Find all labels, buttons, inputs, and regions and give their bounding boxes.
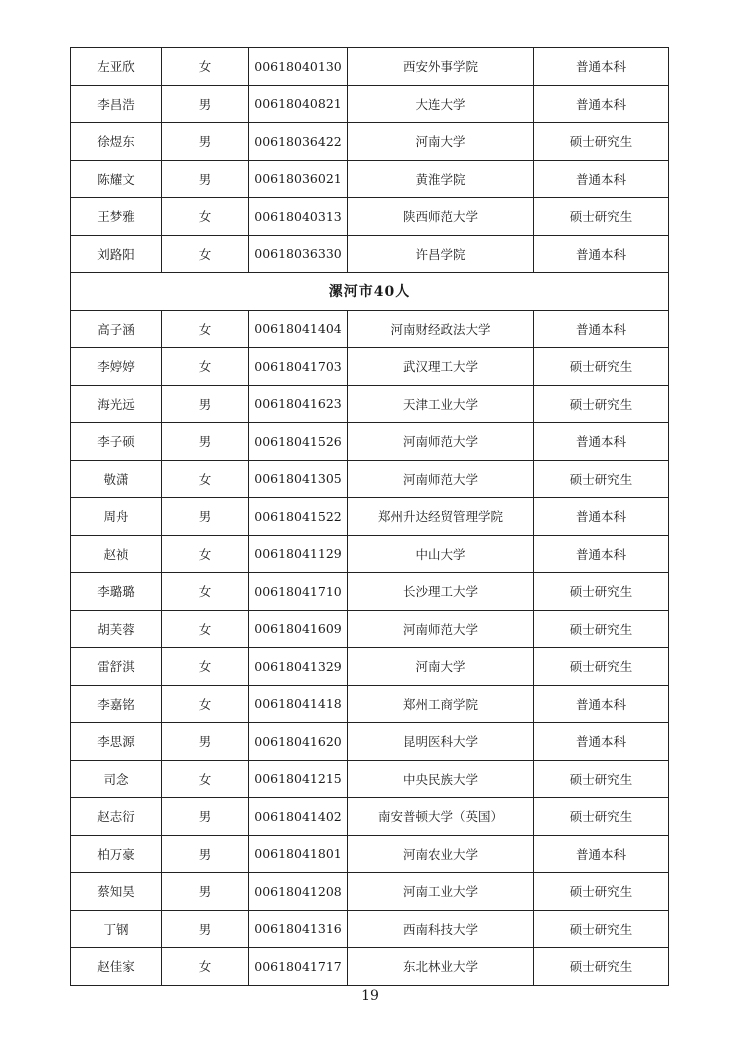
table-row xyxy=(71,460,669,498)
cell-school: 河南大学 xyxy=(348,123,534,161)
cell-school: 长沙理工大学 xyxy=(348,573,534,611)
cell-school: 南安普顿大学（英国） xyxy=(348,798,534,836)
table-row xyxy=(71,348,669,386)
cell-name: 周舟 xyxy=(71,498,162,536)
cell-degree: 普通本科 xyxy=(534,310,669,348)
cell-degree: 硕士研究生 xyxy=(534,385,669,423)
cell-school: 河南工业大学 xyxy=(348,873,534,911)
table-row xyxy=(71,160,669,198)
cell-gender: 男 xyxy=(162,123,249,161)
cell-gender: 女 xyxy=(162,948,249,986)
cell-name: 徐煜东 xyxy=(71,123,162,161)
cell-school: 河南农业大学 xyxy=(348,835,534,873)
cell-id: 00618041710 xyxy=(249,573,348,611)
cell-name: 陈耀文 xyxy=(71,160,162,198)
cell-gender: 女 xyxy=(162,648,249,686)
cell-degree: 普通本科 xyxy=(534,85,669,123)
cell-school: 陕西师范大学 xyxy=(348,198,534,236)
table-row xyxy=(71,48,669,86)
cell-degree: 普通本科 xyxy=(534,498,669,536)
cell-name: 赵祯 xyxy=(71,535,162,573)
table-row xyxy=(71,910,669,948)
cell-id: 00618041522 xyxy=(249,498,348,536)
cell-degree: 硕士研究生 xyxy=(534,873,669,911)
cell-degree: 硕士研究生 xyxy=(534,460,669,498)
region-section xyxy=(71,273,669,311)
cell-name: 高子涵 xyxy=(71,310,162,348)
cell-name: 敬潇 xyxy=(71,460,162,498)
cell-gender: 男 xyxy=(162,873,249,911)
cell-name: 雷舒淇 xyxy=(71,648,162,686)
cell-school: 西安外事学院 xyxy=(348,48,534,86)
cell-id: 00618041703 xyxy=(249,348,348,386)
cell-degree: 硕士研究生 xyxy=(534,198,669,236)
table-row xyxy=(71,610,669,648)
cell-school: 西南科技大学 xyxy=(348,910,534,948)
cell-gender: 女 xyxy=(162,685,249,723)
cell-gender: 女 xyxy=(162,310,249,348)
cell-id: 00618041208 xyxy=(249,873,348,911)
candidate-table xyxy=(70,47,669,986)
cell-name: 刘路阳 xyxy=(71,235,162,273)
cell-school: 河南师范大学 xyxy=(348,460,534,498)
cell-id: 00618041404 xyxy=(249,310,348,348)
cell-degree: 硕士研究生 xyxy=(534,798,669,836)
table-row xyxy=(71,723,669,761)
cell-gender: 男 xyxy=(162,423,249,461)
cell-gender: 男 xyxy=(162,498,249,536)
cell-gender: 男 xyxy=(162,798,249,836)
table-row xyxy=(71,685,669,723)
cell-id: 00618041402 xyxy=(249,798,348,836)
cell-name: 海光远 xyxy=(71,385,162,423)
table-row xyxy=(71,535,669,573)
cell-id: 00618041620 xyxy=(249,723,348,761)
cell-degree: 硕士研究生 xyxy=(534,610,669,648)
cell-gender: 女 xyxy=(162,573,249,611)
cell-degree: 硕士研究生 xyxy=(534,910,669,948)
cell-gender: 女 xyxy=(162,760,249,798)
cell-degree: 硕士研究生 xyxy=(534,948,669,986)
cell-id: 00618041623 xyxy=(249,385,348,423)
cell-name: 李婷婷 xyxy=(71,348,162,386)
cell-school: 河南师范大学 xyxy=(348,610,534,648)
cell-id: 00618041717 xyxy=(249,948,348,986)
cell-school: 昆明医科大学 xyxy=(348,723,534,761)
cell-degree: 硕士研究生 xyxy=(534,648,669,686)
table-row xyxy=(71,310,669,348)
cell-id: 00618040821 xyxy=(249,85,348,123)
region-heading-row xyxy=(71,273,669,311)
cell-id: 00618036021 xyxy=(249,160,348,198)
region-heading: 漯河市40人 xyxy=(71,273,669,311)
cell-gender: 男 xyxy=(162,85,249,123)
table-row xyxy=(71,235,669,273)
cell-gender: 男 xyxy=(162,835,249,873)
cell-gender: 女 xyxy=(162,348,249,386)
table-row xyxy=(71,423,669,461)
cell-gender: 男 xyxy=(162,910,249,948)
table-row xyxy=(71,85,669,123)
cell-id: 00618040313 xyxy=(249,198,348,236)
cell-name: 赵佳家 xyxy=(71,948,162,986)
cell-school: 河南财经政法大学 xyxy=(348,310,534,348)
cell-school: 中山大学 xyxy=(348,535,534,573)
cell-school: 河南师范大学 xyxy=(348,423,534,461)
cell-name: 王梦雅 xyxy=(71,198,162,236)
cell-id: 00618041329 xyxy=(249,648,348,686)
document-sheet xyxy=(70,47,668,986)
cell-degree: 硕士研究生 xyxy=(534,573,669,611)
cell-degree: 普通本科 xyxy=(534,723,669,761)
table-row xyxy=(71,760,669,798)
cell-id: 00618041801 xyxy=(249,835,348,873)
cell-school: 许昌学院 xyxy=(348,235,534,273)
cell-id: 00618041305 xyxy=(249,460,348,498)
cell-gender: 女 xyxy=(162,610,249,648)
table-row xyxy=(71,573,669,611)
cell-degree: 普通本科 xyxy=(534,160,669,198)
cell-school: 黄淮学院 xyxy=(348,160,534,198)
cell-id: 00618041526 xyxy=(249,423,348,461)
cell-id: 00618040130 xyxy=(249,48,348,86)
cell-gender: 女 xyxy=(162,535,249,573)
table-body-bottom xyxy=(71,310,669,985)
table-row xyxy=(71,798,669,836)
cell-name: 左亚欣 xyxy=(71,48,162,86)
cell-degree: 普通本科 xyxy=(534,685,669,723)
cell-degree: 普通本科 xyxy=(534,535,669,573)
cell-gender: 女 xyxy=(162,460,249,498)
cell-school: 东北林业大学 xyxy=(348,948,534,986)
table-row xyxy=(71,498,669,536)
cell-degree: 普通本科 xyxy=(534,835,669,873)
cell-name: 司念 xyxy=(71,760,162,798)
cell-gender: 女 xyxy=(162,48,249,86)
page-number: 19 xyxy=(361,988,379,1004)
cell-school: 中央民族大学 xyxy=(348,760,534,798)
table-row xyxy=(71,648,669,686)
cell-degree: 硕士研究生 xyxy=(534,123,669,161)
cell-degree: 硕士研究生 xyxy=(534,760,669,798)
cell-name: 李嘉铭 xyxy=(71,685,162,723)
table-row xyxy=(71,948,669,986)
cell-name: 李璐璐 xyxy=(71,573,162,611)
cell-id: 00618041129 xyxy=(249,535,348,573)
cell-school: 郑州工商学院 xyxy=(348,685,534,723)
cell-name: 蔡知昊 xyxy=(71,873,162,911)
cell-gender: 男 xyxy=(162,160,249,198)
cell-gender: 女 xyxy=(162,198,249,236)
cell-degree: 硕士研究生 xyxy=(534,348,669,386)
cell-degree: 普通本科 xyxy=(534,235,669,273)
cell-school: 大连大学 xyxy=(348,85,534,123)
table-row xyxy=(71,198,669,236)
cell-name: 李子硕 xyxy=(71,423,162,461)
cell-id: 00618041215 xyxy=(249,760,348,798)
table-row xyxy=(71,873,669,911)
cell-name: 李思源 xyxy=(71,723,162,761)
table-row xyxy=(71,123,669,161)
cell-school: 郑州升达经贸管理学院 xyxy=(348,498,534,536)
cell-name: 赵志衍 xyxy=(71,798,162,836)
cell-gender: 女 xyxy=(162,235,249,273)
cell-degree: 普通本科 xyxy=(534,423,669,461)
cell-name: 胡芙蓉 xyxy=(71,610,162,648)
cell-id: 00618041316 xyxy=(249,910,348,948)
cell-school: 武汉理工大学 xyxy=(348,348,534,386)
cell-gender: 男 xyxy=(162,385,249,423)
cell-name: 丁钢 xyxy=(71,910,162,948)
table-row xyxy=(71,835,669,873)
cell-id: 00618036330 xyxy=(249,235,348,273)
cell-degree: 普通本科 xyxy=(534,48,669,86)
cell-name: 李昌浩 xyxy=(71,85,162,123)
cell-id: 00618036422 xyxy=(249,123,348,161)
table-body-top xyxy=(71,48,669,273)
table-row xyxy=(71,385,669,423)
cell-id: 00618041609 xyxy=(249,610,348,648)
cell-school: 天津工业大学 xyxy=(348,385,534,423)
cell-id: 00618041418 xyxy=(249,685,348,723)
cell-gender: 男 xyxy=(162,723,249,761)
cell-name: 柏万豪 xyxy=(71,835,162,873)
cell-school: 河南大学 xyxy=(348,648,534,686)
